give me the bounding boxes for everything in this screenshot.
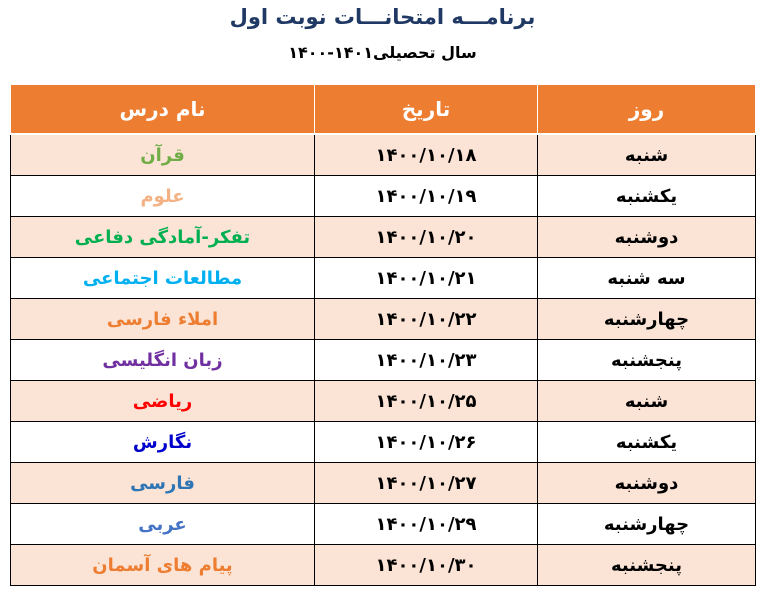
- table-row: [11, 340, 756, 381]
- column-header-day: روز: [538, 85, 756, 135]
- subject-cell: ریاضی: [11, 381, 315, 422]
- day-cell: شنبه: [538, 381, 756, 422]
- column-header-date: تاریخ: [315, 85, 538, 135]
- day-cell: چهارشنبه: [538, 299, 756, 340]
- day-cell: چهارشنبه: [538, 504, 756, 545]
- date-cell: ۱۴۰۰/۱۰/۲۱: [315, 258, 538, 299]
- day-cell: یکشنبه: [538, 176, 756, 217]
- table-row: [11, 299, 756, 340]
- subject-cell: عربی: [11, 504, 315, 545]
- table-row: [11, 422, 756, 463]
- table-row: [11, 258, 756, 299]
- subject-cell: پیام های آسمان: [11, 545, 315, 586]
- date-cell: ۱۴۰۰/۱۰/۲۲: [315, 299, 538, 340]
- date-cell: ۱۴۰۰/۱۰/۲۹: [315, 504, 538, 545]
- subject-cell: زبان انگلیسی: [11, 340, 315, 381]
- table-row: [11, 176, 756, 217]
- subject-cell: قرآن: [11, 134, 315, 176]
- date-cell: ۱۴۰۰/۱۰/۲۷: [315, 463, 538, 504]
- exam-schedule-table: [10, 84, 756, 586]
- table-row: [11, 545, 756, 586]
- day-cell: پنجشنبه: [538, 340, 756, 381]
- subject-cell: مطالعات اجتماعی: [11, 258, 315, 299]
- date-cell: ۱۴۰۰/۱۰/۱۹: [315, 176, 538, 217]
- column-header-subject: نام درس: [11, 85, 315, 135]
- subject-cell: تفکر-آمادگی دفاعی: [11, 217, 315, 258]
- table-header-row: [11, 85, 756, 135]
- date-cell: ۱۴۰۰/۱۰/۱۸: [315, 134, 538, 176]
- subject-cell: املاء فارسی: [11, 299, 315, 340]
- day-cell: شنبه: [538, 134, 756, 176]
- table-row: [11, 504, 756, 545]
- day-cell: یکشنبه: [538, 422, 756, 463]
- day-cell: پنجشنبه: [538, 545, 756, 586]
- page-title: برنامـــه امتحانـــات نوبت اول: [229, 5, 536, 29]
- table-row: [11, 381, 756, 422]
- date-cell: ۱۴۰۰/۱۰/۳۰: [315, 545, 538, 586]
- academic-year-subtitle: سال تحصیلی۱۴۰۱-۱۴۰۰: [288, 43, 477, 62]
- day-cell: دوشنبه: [538, 217, 756, 258]
- date-cell: ۱۴۰۰/۱۰/۲۰: [315, 217, 538, 258]
- subject-cell: علوم: [11, 176, 315, 217]
- table-row: [11, 463, 756, 504]
- subject-cell: نگارش: [11, 422, 315, 463]
- date-cell: ۱۴۰۰/۱۰/۲۳: [315, 340, 538, 381]
- date-cell: ۱۴۰۰/۱۰/۲۶: [315, 422, 538, 463]
- day-cell: سه شنبه: [538, 258, 756, 299]
- table-row: [11, 134, 756, 176]
- table-row: [11, 217, 756, 258]
- day-cell: دوشنبه: [538, 463, 756, 504]
- date-cell: ۱۴۰۰/۱۰/۲۵: [315, 381, 538, 422]
- subject-cell: فارسی: [11, 463, 315, 504]
